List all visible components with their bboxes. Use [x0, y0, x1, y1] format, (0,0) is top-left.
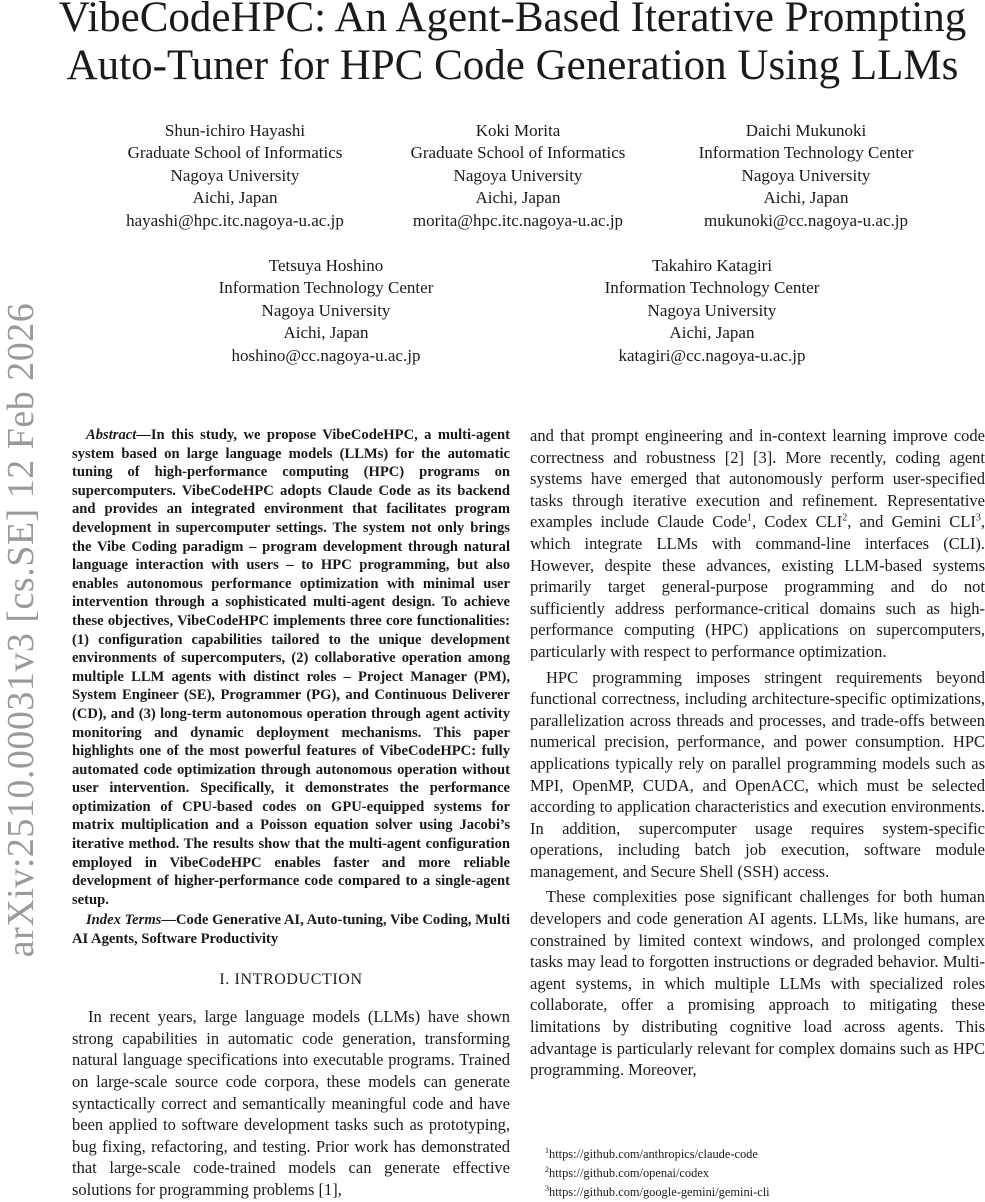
author-affiliation: Information Technology Center: [698, 143, 914, 163]
author-block-4: [186, 255, 466, 367]
author-location: Aichi, Japan: [669, 323, 755, 343]
title-line-2: Auto-Tuner for HPC Code Generation Using LLMs: [66, 42, 959, 89]
author-email: hayashi@hpc.itc.nagoya-u.ac.jp: [126, 210, 344, 230]
abstract: [72, 426, 510, 909]
paragraph-text: and that prompt engineering and in-context learning improve code correctness and robustness [2] [3]. More recently, coding agent systems have emerged that autonomously perform user-specified tasks through iterative execution and refinement. Representative examples include Claude Code: [530, 426, 985, 532]
author-name: Tetsuya Hoshino: [268, 256, 384, 275]
author-location: Aichi, Japan: [475, 188, 561, 208]
paragraph-text: , Codex CLI: [752, 512, 843, 532]
footnote-url[interactable]: https://github.com/openai/codex: [549, 1166, 710, 1180]
footnote-url[interactable]: https://github.com/google-gemini/gemini-cli: [549, 1185, 770, 1199]
author-university: Nagoya University: [741, 165, 871, 185]
footnote-2: [545, 1164, 985, 1183]
section-title-initial: I: [234, 970, 241, 988]
author-block-5: [572, 255, 852, 367]
author-university: Nagoya University: [647, 300, 777, 320]
author-name: Koki Morita: [475, 121, 561, 140]
author-location: Aichi, Japan: [283, 323, 369, 343]
paper-title: [40, 0, 985, 90]
section-title-rest: NTRODUCTION: [240, 970, 363, 988]
arxiv-identifier: arXiv:2510.00031v3 [cs.SE] 12 Feb 2026: [0, 302, 42, 958]
footnote-marker-3: 3: [975, 512, 981, 524]
intro-paragraph-continued: [530, 425, 985, 663]
author-email: morita@hpc.itc.nagoya-u.ac.jp: [412, 210, 624, 230]
footnote-marker-1: 1: [747, 512, 753, 524]
footnote-marker-2: 2: [842, 512, 848, 524]
author-block-3: [666, 120, 946, 232]
author-university: Nagoya University: [170, 165, 300, 185]
author-location: Aichi, Japan: [763, 188, 849, 208]
footnotes: [545, 1145, 985, 1202]
right-column: [530, 425, 985, 1081]
footnote-mark: 1: [545, 1145, 549, 1155]
author-university: Nagoya University: [261, 300, 391, 320]
left-column: [72, 426, 510, 1201]
section-heading-introduction: [72, 969, 510, 991]
author-affiliation: Information Technology Center: [604, 278, 820, 298]
author-affiliation: Graduate School of Informatics: [410, 143, 626, 163]
intro-paragraph-hpc: HPC programming imposes stringent requirements beyond functional correctness, including architecture-specific optimizations, parallelization across threads and processes, and trade-offs between numerical precision, performance, and power consumption. HPC applications typically rely on parallel programming models such as MPI, OpenMP, CUDA, and OpenACC, which must be selected according to application characteristics and execution environments. In addition, supercomputer usage requires system-specific operations, including batch job execution, software module management, and Secure Shell (SSH) access.: [530, 667, 985, 881]
author-email: mukunoki@cc.nagoya-u.ac.jp: [703, 210, 908, 230]
index-terms-text: —Code Generative AI, Auto-tuning, Vibe Coding, Multi AI Agents, Software Productivity: [72, 912, 511, 948]
author-affiliation: Graduate School of Informatics: [127, 143, 343, 163]
author-location: Aichi, Japan: [192, 188, 278, 208]
paragraph-text: , which integrate LLMs with command-line interfaces (CLI). However, despite these advances, existing LLM-based systems primarily target general-purpose programming and do not sufficiently address performance-critical domains such as high-performance computing (HPC) applications on supercomputers, particularly with respect to performance optimization.: [530, 512, 985, 661]
paragraph-text: , and Gemini CLI: [847, 512, 976, 532]
index-terms: [72, 911, 510, 948]
index-terms-label: Index Terms: [86, 912, 162, 929]
footnote-mark: 2: [545, 1164, 549, 1174]
author-name: Shun-ichiro Hayashi: [164, 121, 306, 140]
author-name: Daichi Mukunoki: [745, 121, 867, 140]
section-number: I.: [219, 970, 230, 988]
abstract-text: —In this study, we propose VibeCodeHPC, a multi-agent system based on large language models (LLMs) for the automatic tuning of high-performance computing (HPC) programs on supercomputers. VibeCodeHPC adopts Claude Code as its backend and provides an integrated environment that facilitates program development in supercomputer settings. The system not only brings the Vibe Coding paradigm – program development through natural language interaction with users – to HPC programming, but also enables autonomous performance optimization with minimal user intervention through a sophisticated multi-agent design. To achieve these objectives, VibeCodeHPC implements three core functionalities: (1) configuration capabilities tailored to the unique development environments of supercomputers, (2) collaborative operation among multiple LLM agents with distinct roles – Project Manager (PM), System Engineer (SE), Programmer (PG), and Continuous Deliverer (CD), and (3) long-term autonomous operation through agent activity monitoring and dynamic deployment mechanisms. This paper highlights one of the most powerful features of VibeCodeHPC: fully automated code optimization through autonomous operation without user intervention. Specifically, it demonstrates the performance optimization of CPU-based codes on GPU-equipped systems for matrix multiplication and a Poisson equation solver using Jacobi’s iterative method. The results show that the multi-agent configuration employed in VibeCodeHPC enables faster and more reliable development of higher-performance code compared to a single-agent setup.: [72, 427, 510, 908]
author-block-1: [95, 120, 375, 232]
abstract-label: Abstract: [86, 427, 137, 443]
author-name: Takahiro Katagiri: [651, 256, 773, 275]
author-email: hoshino@cc.nagoya-u.ac.jp: [231, 345, 421, 365]
author-email: katagiri@cc.nagoya-u.ac.jp: [618, 345, 806, 365]
intro-paragraph-1: In recent years, large language models (LLMs) have shown strong capabilities in automatic code generation, transforming natural language specifications into executable programs. Trained on large-scale source code corpora, these models can generate syntactically correct and semantically meaningful code and have been applied to software development tasks such as prototyping, bug fixing, refactoring, and testing. Prior work has demonstrated that large-scale code-trained models can generate effective solutions for programming problems [1],: [72, 1007, 510, 1199]
title-line-1: VibeCodeHPC: An Agent-Based Iterative Prompting: [58, 0, 967, 41]
intro-paragraph-complexities: These complexities pose significant challenges for both human developers and code generation AI agents. LLMs, like humans, are constrained by limited context windows, and prolonged complex tasks may lead to forgotten instructions or degraded behavior. Multi-agent systems, in which multiple LLMs with specialized roles collaborate, offer a promising approach to mitigating these limitations by distributing cognitive load across agents. This advantage is particularly relevant for complex domains such as HPC programming. Moreover,: [530, 887, 985, 1080]
arxiv-sidebar-stamp: [0, 300, 44, 960]
footnote-url[interactable]: https://github.com/anthropics/claude-code: [549, 1147, 758, 1161]
author-block-2: [378, 120, 658, 232]
author-affiliation: Information Technology Center: [218, 278, 434, 298]
author-university: Nagoya University: [453, 165, 583, 185]
footnote-mark: 3: [545, 1183, 549, 1193]
footnote-3: [545, 1183, 985, 1202]
footnote-1: [545, 1145, 985, 1164]
